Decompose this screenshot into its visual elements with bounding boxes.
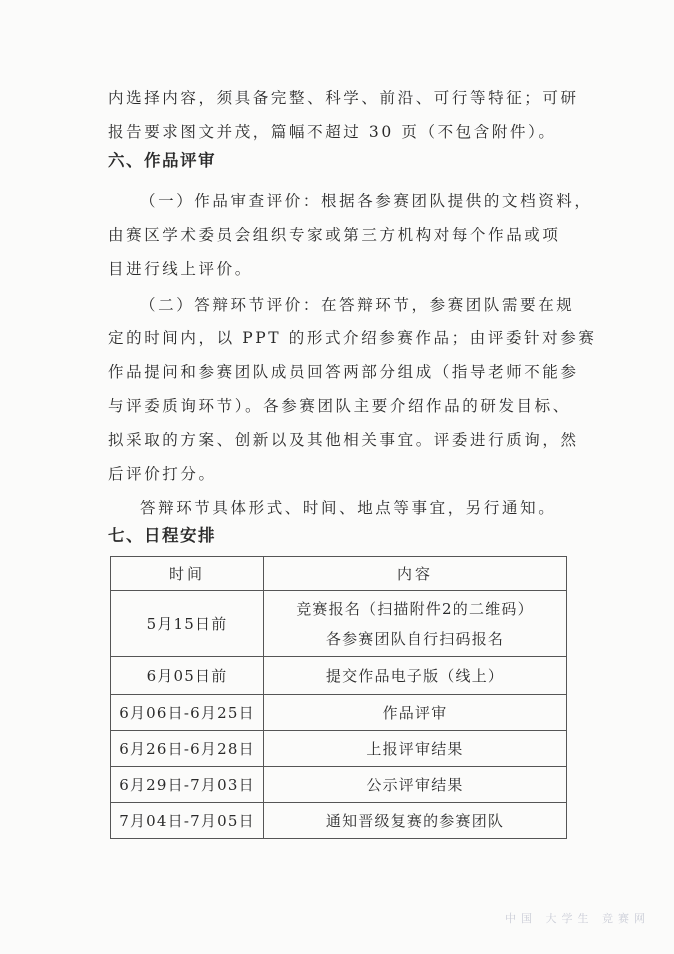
content-line: 各参赛团队自行扫码报名 (325, 629, 505, 648)
time-cell: 6月29日-7月03日 (111, 767, 264, 803)
table-header-row (111, 557, 567, 591)
time-cell: 7月04日-7月05日 (111, 803, 264, 839)
content-cell: 提交作品电子版（线上） (264, 657, 567, 695)
content-cell: 公示评审结果 (264, 767, 567, 803)
table-row (111, 803, 567, 839)
time-cell: 5月15日前 (111, 591, 264, 657)
body-text-line: 拟采取的方案、创新以及其他相关事宜。评委进行质询，然 (108, 431, 579, 449)
body-text-line: （二）答辩环节评价：在答辩环节，参赛团队需要在规 (140, 296, 575, 314)
table-row (111, 731, 567, 767)
section-heading-schedule: 七、日程安排 (108, 526, 216, 545)
watermark: 中国 大学生 竞赛网 (505, 912, 650, 925)
body-text-line: 由赛区学术委员会组织专家或第三方机构对每个作品或项 (108, 226, 561, 244)
content-cell: 通知晋级复赛的参赛团队 (264, 803, 567, 839)
schedule-table (110, 556, 567, 839)
body-text-line: （一）作品审查评价：根据各参赛团队提供的文档资料， (140, 192, 593, 210)
body-text-line: 内选择内容，须具备完整、科学、前沿、可行等特征；可研 (108, 89, 579, 107)
body-text-line: 定的时间内，以 PPT 的形式介绍参赛作品；由评委针对参赛 (108, 329, 597, 347)
content-cell: 作品评审 (264, 695, 567, 731)
body-text-line: 作品提问和参赛团队成员回答两部分组成（指导老师不能参 (108, 363, 579, 381)
header-content: 内容 (264, 557, 567, 591)
body-text-line: 报告要求图文并茂，篇幅不超过 30 页（不包含附件）。 (108, 123, 557, 141)
content-cell: 上报评审结果 (264, 731, 567, 767)
time-cell: 6月05日前 (111, 657, 264, 695)
header-time: 时间 (111, 557, 264, 591)
body-text-line: 答辩环节具体形式、时间、地点等事宜，另行通知。 (140, 499, 557, 517)
content-cell (264, 591, 567, 657)
table-row (111, 657, 567, 695)
body-text-line: 目进行线上评价。 (108, 260, 253, 278)
body-text-line: 后评价打分。 (108, 465, 217, 483)
table-row (111, 767, 567, 803)
time-cell: 6月06日-6月25日 (111, 695, 264, 731)
table-row (111, 591, 567, 657)
content-line: 竞赛报名（扫描附件2的二维码） (296, 599, 534, 618)
section-heading-review: 六、作品评审 (108, 151, 216, 170)
body-text-line: 与评委质询环节）。各参赛团队主要介绍作品的研发目标、 (108, 397, 571, 415)
time-cell: 6月26日-6月28日 (111, 731, 264, 767)
table-row (111, 695, 567, 731)
